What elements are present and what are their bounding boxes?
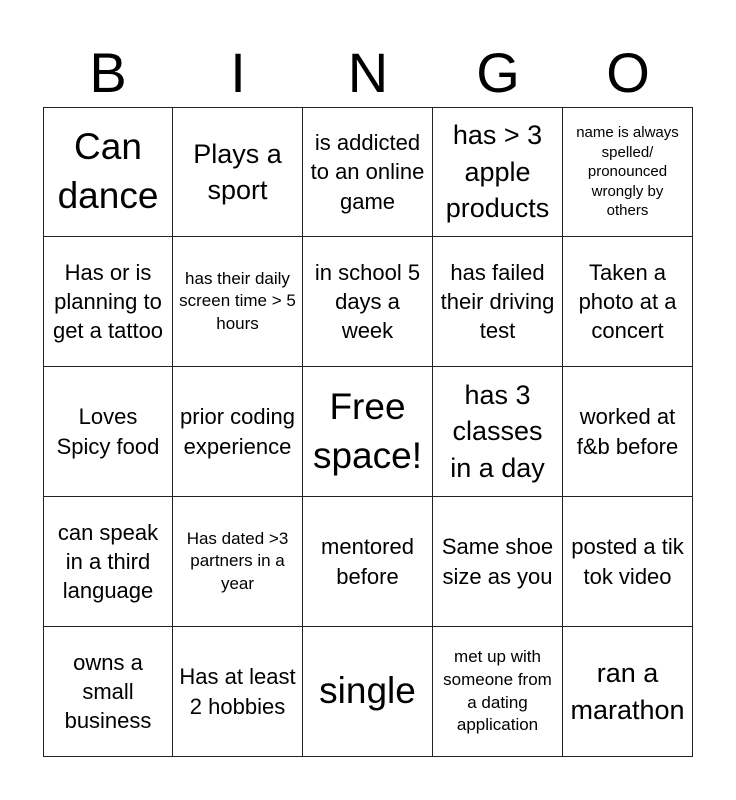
bingo-cell[interactable]: posted a tik tok video [563,497,693,627]
bingo-cell[interactable]: has > 3 apple products [433,107,563,237]
bingo-cell[interactable]: has their daily screen time > 5 hours [173,237,303,367]
bingo-cell[interactable]: is addicted to an online game [303,107,433,237]
bingo-cell[interactable]: Can dance [43,107,173,237]
bingo-cell[interactable]: has failed their driving test [433,237,563,367]
bingo-cell[interactable]: has 3 classes in a day [433,367,563,497]
bingo-cell[interactable]: met up with someone from a dating application [433,627,563,757]
bingo-header [43,40,693,106]
bingo-cell[interactable]: in school 5 days a week [303,237,433,367]
bingo-board [43,107,693,757]
header-letter-g: G [476,41,520,104]
bingo-cell[interactable]: name is always spelled/ pronounced wrongly by others [563,107,693,237]
bingo-cell[interactable]: Same shoe size as you [433,497,563,627]
bingo-cell[interactable]: Plays a sport [173,107,303,237]
bingo-cell[interactable]: worked at f&b before [563,367,693,497]
bingo-cell[interactable]: Taken a photo at a concert [563,237,693,367]
header-letter-i: I [230,41,246,104]
bingo-cell[interactable]: Loves Spicy food [43,367,173,497]
bingo-cell[interactable]: Has at least 2 hobbies [173,627,303,757]
bingo-cell[interactable]: owns a small business [43,627,173,757]
header-letter-b: B [89,41,127,104]
bingo-cell[interactable]: prior coding experience [173,367,303,497]
bingo-cell[interactable]: mentored before [303,497,433,627]
header-letter-o: O [606,41,650,104]
bingo-cell[interactable]: can speak in a third language [43,497,173,627]
bingo-cell[interactable]: Has or is planning to get a tattoo [43,237,173,367]
bingo-cell[interactable]: ran a marathon [563,627,693,757]
bingo-cell-free-space[interactable]: Free space! [303,367,433,497]
bingo-cell[interactable]: single [303,627,433,757]
header-letter-n: N [347,41,389,104]
bingo-cell[interactable]: Has dated >3 partners in a year [173,497,303,627]
